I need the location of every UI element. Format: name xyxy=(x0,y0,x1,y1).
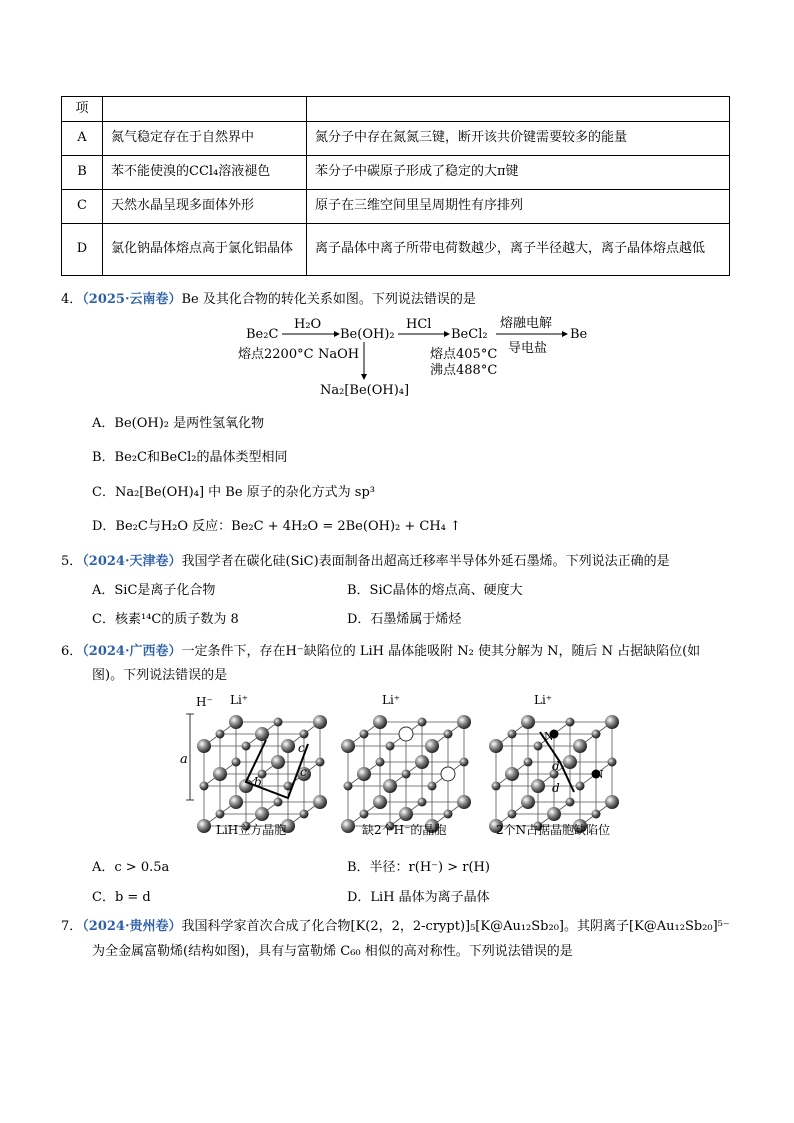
label-li-plus: Li⁺ xyxy=(382,693,401,707)
label-d: d xyxy=(552,781,560,795)
table-cell: 原子在三维空间里呈周期性有序排列 xyxy=(307,189,730,223)
h-ion xyxy=(573,739,587,753)
q5-option-d: D．石墨烯属于烯烃 xyxy=(347,612,462,627)
li-ion xyxy=(576,782,585,791)
caption-n-occupied: 2个N占据晶胞缺陷位 xyxy=(496,823,611,837)
question-5-stem xyxy=(61,550,670,569)
h-ion xyxy=(531,779,545,793)
h-ion xyxy=(505,767,519,781)
label-d: d xyxy=(552,759,560,773)
h-ion xyxy=(373,715,387,729)
question-text: 我国科学家首次合成了化合物[K(2，2，2-crypt)]₅[K@Au₁₂Sb₂₀]。其阴离子[K@Au₁₂Sb₂₀]⁵⁻ xyxy=(181,919,730,934)
li-ion xyxy=(566,718,575,727)
li-ion xyxy=(300,810,309,819)
scheme-be: Be xyxy=(570,327,588,342)
label-c: c xyxy=(298,741,305,755)
h-ion xyxy=(563,755,577,769)
q5-option-a: A．SiC是离子化合物 xyxy=(92,583,216,598)
li-ion xyxy=(592,810,601,819)
question-text: 我国学者在碳化硅(SiC)表面制备出超高迁移率半导体外延石墨烯。下列说法正确的是 xyxy=(181,554,670,569)
table-row xyxy=(62,223,730,275)
q6-option-b: B．半径：r(H⁻) > r(H) xyxy=(347,860,490,875)
scheme-h2o: H₂O xyxy=(294,317,322,332)
table-cell: A xyxy=(62,121,103,155)
li-ion xyxy=(592,730,601,739)
h-ion xyxy=(399,807,413,821)
table-cell: 苯分子中碳原子形成了稳定的大π键 xyxy=(307,155,730,189)
table-cell: 氯化钠晶体熔点高于氯化铝晶体 xyxy=(103,223,307,275)
li-ion xyxy=(418,798,427,807)
table-cell: D xyxy=(62,223,103,275)
li-ion xyxy=(386,742,395,751)
q5-option-b: B．SiC晶体的熔点高、硬度大 xyxy=(347,583,523,598)
scheme-be2c-mp: 熔点2200°C xyxy=(238,347,314,362)
li-ion xyxy=(534,742,543,751)
h-ion xyxy=(357,767,371,781)
h-ion xyxy=(457,715,471,729)
h-ion xyxy=(457,795,471,809)
h-ion xyxy=(229,795,243,809)
h-ion xyxy=(229,715,243,729)
li-ion xyxy=(200,782,209,791)
question-source: （2024·贵州卷） xyxy=(82,919,182,934)
caption-lih-cell: LiH立方晶胞 xyxy=(216,823,287,837)
table-cell: 氮气稳定存在于自然界中 xyxy=(103,121,307,155)
table-cell: 氮分子中存在氮氮三键，断开该共价键需要较多的能量 xyxy=(307,121,730,155)
h-ion xyxy=(313,715,327,729)
li-ion xyxy=(444,730,453,739)
scheme-naoh: NaOH xyxy=(318,347,360,362)
h-ion xyxy=(341,739,355,753)
li-ion xyxy=(242,742,251,751)
table-row xyxy=(62,121,730,155)
li-ion xyxy=(566,798,575,807)
q6-option-c: C．b = d xyxy=(92,890,151,905)
question-number: 7． xyxy=(61,919,83,934)
li-ion xyxy=(360,810,369,819)
label-li-plus: Li⁺ xyxy=(534,693,553,707)
scheme-hcl: HCl xyxy=(406,317,432,332)
question-number: 5． xyxy=(61,554,83,569)
label-c: c xyxy=(300,765,307,779)
h-vacancy xyxy=(441,767,455,781)
h-ion xyxy=(255,727,269,741)
li-ion xyxy=(232,758,241,767)
scheme-na2beoh4: Na₂[Be(OH)₄] xyxy=(320,383,410,398)
h-ion xyxy=(313,795,327,809)
li-ion xyxy=(508,810,517,819)
question-7-stem-cont: 为全金属富勒烯(结构如图)，具有与富勒烯 C₆₀ 相似的高对称性。下列说法错误的是 xyxy=(92,944,573,959)
table-cell: B xyxy=(62,155,103,189)
crystal-cells xyxy=(186,714,619,833)
h-vacancy xyxy=(399,727,413,741)
q4-option-d: D．Be₂C与H₂O 反应：Be₂C + 4H₂O = 2Be(OH)₂ + CH₄ ↑ xyxy=(92,519,461,534)
h-ion xyxy=(383,779,397,793)
question-text: Be 及其化合物的转化关系如图。下列说法错误的是 xyxy=(181,292,476,307)
h-ion xyxy=(415,755,429,769)
li-ion xyxy=(428,782,437,791)
h-ion xyxy=(547,807,561,821)
table-cell: C xyxy=(62,189,103,223)
h-ion xyxy=(489,739,503,753)
label-n: N xyxy=(594,768,604,781)
h-ion xyxy=(197,739,211,753)
li-ion xyxy=(300,730,309,739)
li-ion xyxy=(508,730,517,739)
question-6-stem-cont: 图)。下列说法错误的是 xyxy=(92,668,228,683)
table-header-row xyxy=(62,97,730,122)
li-ion xyxy=(344,782,353,791)
label-b: b xyxy=(254,775,262,789)
h-ion xyxy=(213,767,227,781)
li-ion xyxy=(460,758,469,767)
label-h-minus: H⁻ xyxy=(196,695,213,709)
question-4-stem xyxy=(61,288,476,307)
table-row xyxy=(62,155,730,189)
q5-option-c: C．核素¹⁴C的质子数为 8 xyxy=(92,612,239,627)
h-ion xyxy=(521,795,535,809)
li-ion xyxy=(216,810,225,819)
scheme-top-condition: 熔融电解 xyxy=(500,316,553,331)
li-ion xyxy=(360,730,369,739)
scheme-bottom-condition: 导电盐 xyxy=(508,341,548,356)
li-ion xyxy=(274,718,283,727)
table-header-cell: 项 xyxy=(62,97,103,122)
q4-option-c: C．Na₂[Be(OH)₄] 中 Be 原子的杂化方式为 sp³ xyxy=(92,485,376,500)
question-7-stem xyxy=(61,915,730,934)
li-ion xyxy=(444,810,453,819)
label-a: a xyxy=(180,752,188,767)
h-ion xyxy=(605,795,619,809)
li-ion xyxy=(376,758,385,767)
h-ion xyxy=(271,755,285,769)
label-n: N xyxy=(544,730,554,743)
li-ion xyxy=(524,758,533,767)
h-ion xyxy=(425,739,439,753)
table-cell: 苯不能使溴的CCl₄溶液褪色 xyxy=(103,155,307,189)
comparison-table xyxy=(61,96,730,276)
li-ion xyxy=(274,798,283,807)
li-ion xyxy=(608,758,617,767)
li-ion xyxy=(402,770,411,779)
scheme-becl2-bp: 沸点488°C xyxy=(430,363,498,378)
q6-option-a: A．c > 0.5a xyxy=(92,860,170,875)
q6-option-d: D．LiH 晶体为离子晶体 xyxy=(347,890,490,905)
question-source: （2024·天津卷） xyxy=(82,554,182,569)
q4-option-a: A．Be(OH)₂ 是两性氢氧化物 xyxy=(92,416,265,431)
scheme-be2c: Be₂C xyxy=(246,327,279,342)
table-header-cell xyxy=(103,97,307,122)
h-ion xyxy=(341,819,355,833)
li-ion xyxy=(216,730,225,739)
scheme-becl2-mp: 熔点405°C xyxy=(430,347,498,362)
scheme-beoh2: Be(OH)₂ xyxy=(340,327,395,342)
table-cell: 天然水晶呈现多面体外形 xyxy=(103,189,307,223)
be-conversion-scheme xyxy=(238,310,598,402)
li-ion xyxy=(418,718,427,727)
question-number: 6． xyxy=(61,644,83,659)
caption-missing-h: 缺2个H⁻的晶胞 xyxy=(362,823,447,837)
label-li-plus: Li⁺ xyxy=(230,693,249,707)
scheme-becl2: BeCl₂ xyxy=(451,327,488,342)
question-6-stem xyxy=(61,640,700,659)
h-ion xyxy=(281,739,295,753)
h-ion xyxy=(521,715,535,729)
question-number: 4． xyxy=(61,292,83,307)
table-header-cell xyxy=(307,97,730,122)
question-text: 一定条件下，存在H⁻缺陷位的 LiH 晶体能吸附 N₂ 使其分解为 N，随后 N 占据缺陷位(如 xyxy=(181,644,701,659)
question-source: （2025·云南卷） xyxy=(82,292,182,307)
li-ion xyxy=(316,758,325,767)
table-row xyxy=(62,189,730,223)
table-cell: 离子晶体中离子所带电荷数越少，离子半径越大，离子晶体熔点越低 xyxy=(307,223,730,275)
h-ion xyxy=(373,795,387,809)
h-ion xyxy=(605,715,619,729)
li-ion xyxy=(492,782,501,791)
h-ion xyxy=(197,819,211,833)
q4-option-b: B．Be₂C和BeCl₂的晶体类型相同 xyxy=(92,450,288,465)
h-ion xyxy=(255,807,269,821)
question-source: （2024·广西卷） xyxy=(82,644,182,659)
lih-crystal-cells-figure xyxy=(170,688,630,844)
